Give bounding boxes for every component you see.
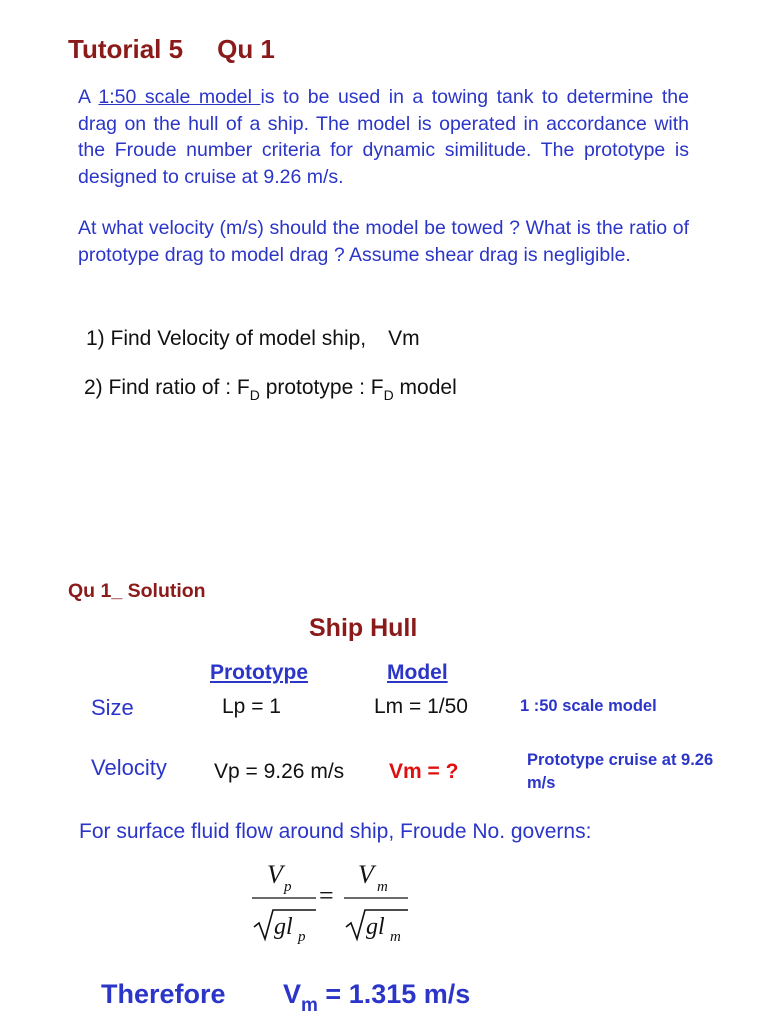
question-2-sub-1: D	[249, 387, 260, 403]
result-subscript: m	[301, 995, 318, 1016]
question-1-variable: Vm	[388, 327, 420, 350]
eq-equals: =	[319, 881, 334, 910]
eq-den-left-sub: p	[298, 929, 306, 945]
column-header-model: Model	[387, 661, 448, 684]
question-2-post: model	[393, 376, 457, 399]
question-1	[86, 327, 420, 351]
title-tutorial: Tutorial 5	[68, 34, 184, 64]
page-title	[68, 34, 275, 65]
problem-paragraph-1	[78, 84, 689, 190]
problem-post: is to be used in a towing tank to determine the drag on the hull of a ship. The model is operated in accordance with the Froude number criteria for dynamic similitude. The prototype is designed to cruise at 9.26 m/s.	[78, 86, 689, 188]
model-velocity-unknown: Vm = ?	[389, 760, 459, 783]
scale-note: 1 :50 scale model	[520, 697, 657, 715]
solution-heading: Qu 1_ Solution	[68, 580, 206, 602]
problem-paragraph-2: At what velocity (m/s) should the model be towed ? What is the ratio of prototype drag to model drag ? Assume shear drag is negligible.	[78, 217, 689, 266]
solution-subtitle: Ship Hull	[309, 614, 418, 642]
row-label-velocity: Velocity	[91, 755, 167, 780]
title-question: Qu 1	[217, 34, 275, 64]
froude-statement: For surface fluid flow around ship, Froude No. governs:	[79, 820, 592, 843]
prototype-length: Lp = 1	[222, 695, 281, 718]
froude-equation	[246, 855, 426, 950]
prototype-velocity: Vp = 9.26 m/s	[214, 760, 345, 783]
cruise-note: Prototype cruise at 9.26 m/s	[527, 751, 714, 792]
result-value	[283, 979, 471, 1016]
therefore-label: Therefore	[101, 979, 226, 1009]
eq-den-right-sub: m	[390, 929, 401, 945]
problem-pre: A	[78, 86, 99, 108]
eq-num-left-sub: p	[284, 879, 292, 895]
scale-model-link: 1:50 scale model	[98, 86, 261, 108]
result-variable: V	[283, 979, 302, 1009]
eq-num-right-sub: m	[377, 879, 388, 895]
question-2-pre: 2) Find ratio of : F	[84, 376, 250, 399]
question-1-text: 1) Find Velocity of model ship,	[86, 327, 367, 350]
column-header-prototype: Prototype	[210, 661, 309, 684]
eq-den-right: gl	[366, 914, 385, 940]
row-label-size: Size	[91, 695, 134, 720]
eq-num-left: V	[267, 860, 283, 889]
question-2	[84, 376, 457, 403]
eq-num-right: V	[358, 860, 374, 889]
result-number: = 1.315 m/s	[317, 979, 471, 1009]
model-length: Lm = 1/50	[374, 695, 468, 718]
question-2-sub-2: D	[383, 387, 394, 403]
question-2-mid: prototype : F	[259, 376, 384, 399]
eq-den-left: gl	[274, 914, 293, 940]
